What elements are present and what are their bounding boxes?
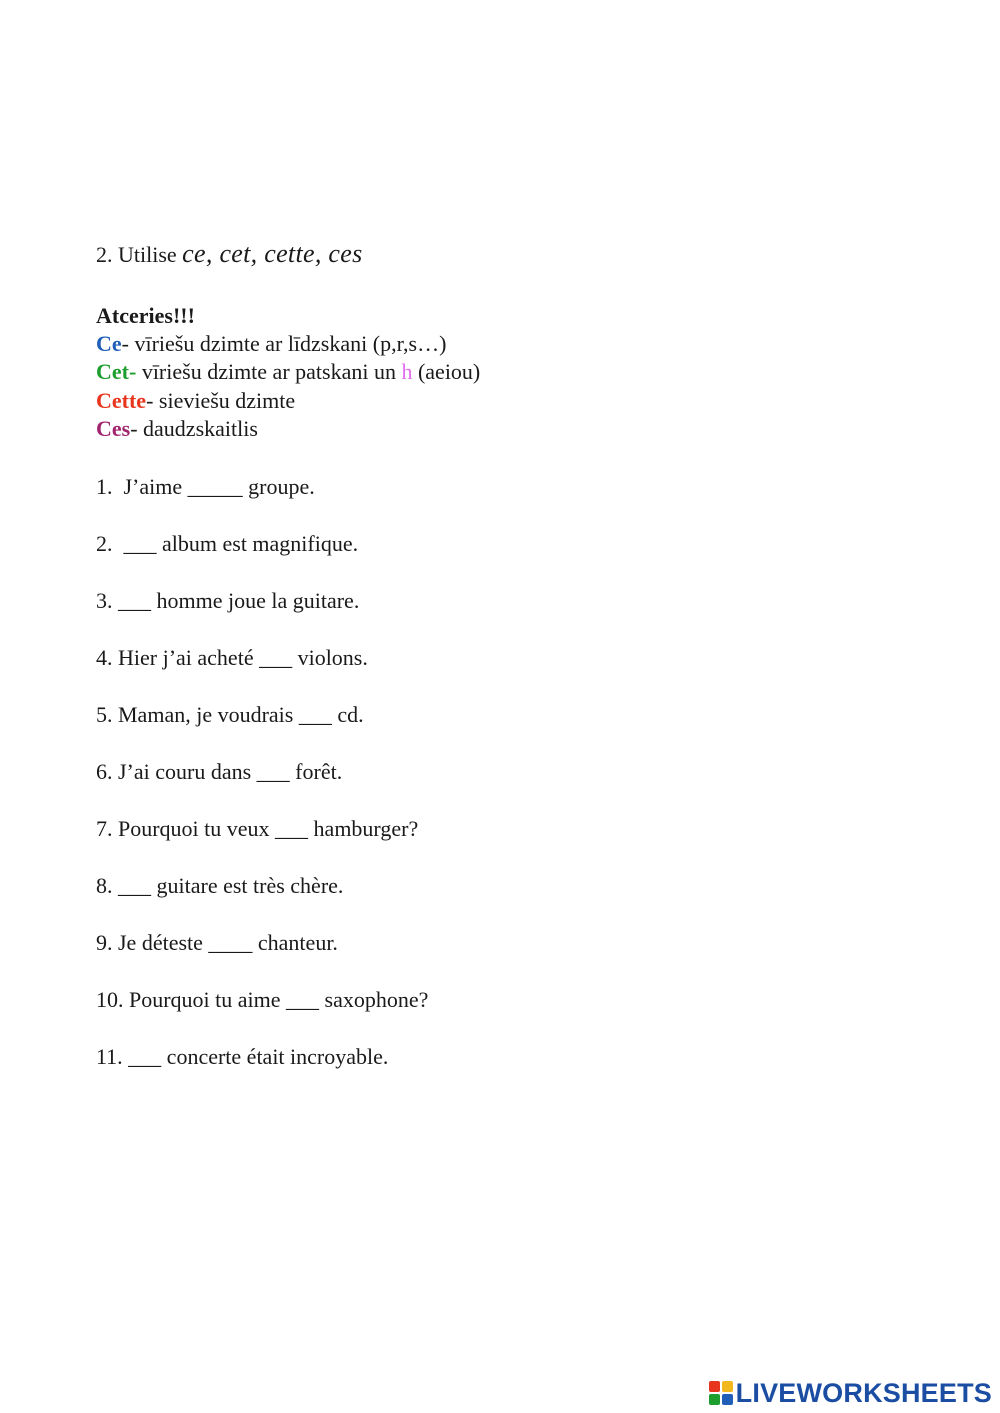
rule-cet-highlight: h bbox=[401, 359, 413, 384]
exercise-item[interactable]: 2. ___ album est magnifique. bbox=[96, 531, 359, 556]
exercise-item[interactable]: 1. J’aime _____ groupe. bbox=[96, 474, 315, 499]
exercise-item[interactable]: 4. Hier j’ai acheté ___ violons. bbox=[96, 645, 368, 670]
rule-cette-key: Cette bbox=[96, 388, 147, 413]
rule-cet-text: vīriešu dzimte ar patskani un bbox=[136, 359, 402, 384]
rule-ce-key: Ce bbox=[96, 331, 122, 356]
exercise-item[interactable]: 3. ___ homme joue la guitare. bbox=[96, 588, 360, 613]
rules-title: Atceries!!! bbox=[96, 303, 195, 328]
instruction-label: 2. Utilise bbox=[96, 242, 177, 267]
rule-ce-text: - vīriešu dzimte ar līdzskani (p,r,s…) bbox=[121, 331, 447, 356]
rule-cette-text: - sieviešu dzimte bbox=[146, 388, 296, 413]
rule-cet bbox=[96, 358, 480, 386]
exercise-item[interactable]: 8. ___ guitare est très chère. bbox=[96, 873, 344, 898]
logo-square-red bbox=[709, 1381, 720, 1392]
exercise-item[interactable]: 10. Pourquoi tu aime ___ saxophone? bbox=[96, 987, 429, 1012]
exercise-item[interactable]: 6. J’ai couru dans ___ forêt. bbox=[96, 759, 343, 784]
rule-cet-key: Cet- bbox=[96, 359, 137, 384]
rule-cet-text-after: (aeiou) bbox=[412, 359, 481, 384]
exercise-item[interactable]: 7. Pourquoi tu veux ___ hamburger? bbox=[96, 816, 419, 841]
rule-ces bbox=[96, 415, 258, 443]
liveworksheets-logo[interactable] bbox=[709, 1378, 992, 1408]
exercise-item[interactable]: 5. Maman, je voudrais ___ cd. bbox=[96, 702, 364, 727]
instruction-line bbox=[96, 240, 363, 269]
rule-ces-text: - daudzskaitlis bbox=[130, 416, 258, 441]
logo-square-green bbox=[709, 1394, 720, 1405]
exercise-item[interactable]: 11. ___ concerte était incroyable. bbox=[96, 1044, 389, 1069]
rule-ces-key: Ces bbox=[96, 416, 131, 441]
logo-square-yellow bbox=[722, 1381, 733, 1392]
instruction-words: ce, cet, cette, ces bbox=[182, 239, 363, 268]
rule-cette bbox=[96, 387, 295, 415]
exercise-item[interactable]: 9. Je déteste ____ chanteur. bbox=[96, 930, 338, 955]
logo-square-blue bbox=[722, 1394, 733, 1405]
liveworksheets-logo-icon bbox=[709, 1381, 733, 1405]
logo-text: LIVEWORKSHEETS bbox=[735, 1377, 992, 1408]
rule-ce bbox=[96, 330, 446, 358]
